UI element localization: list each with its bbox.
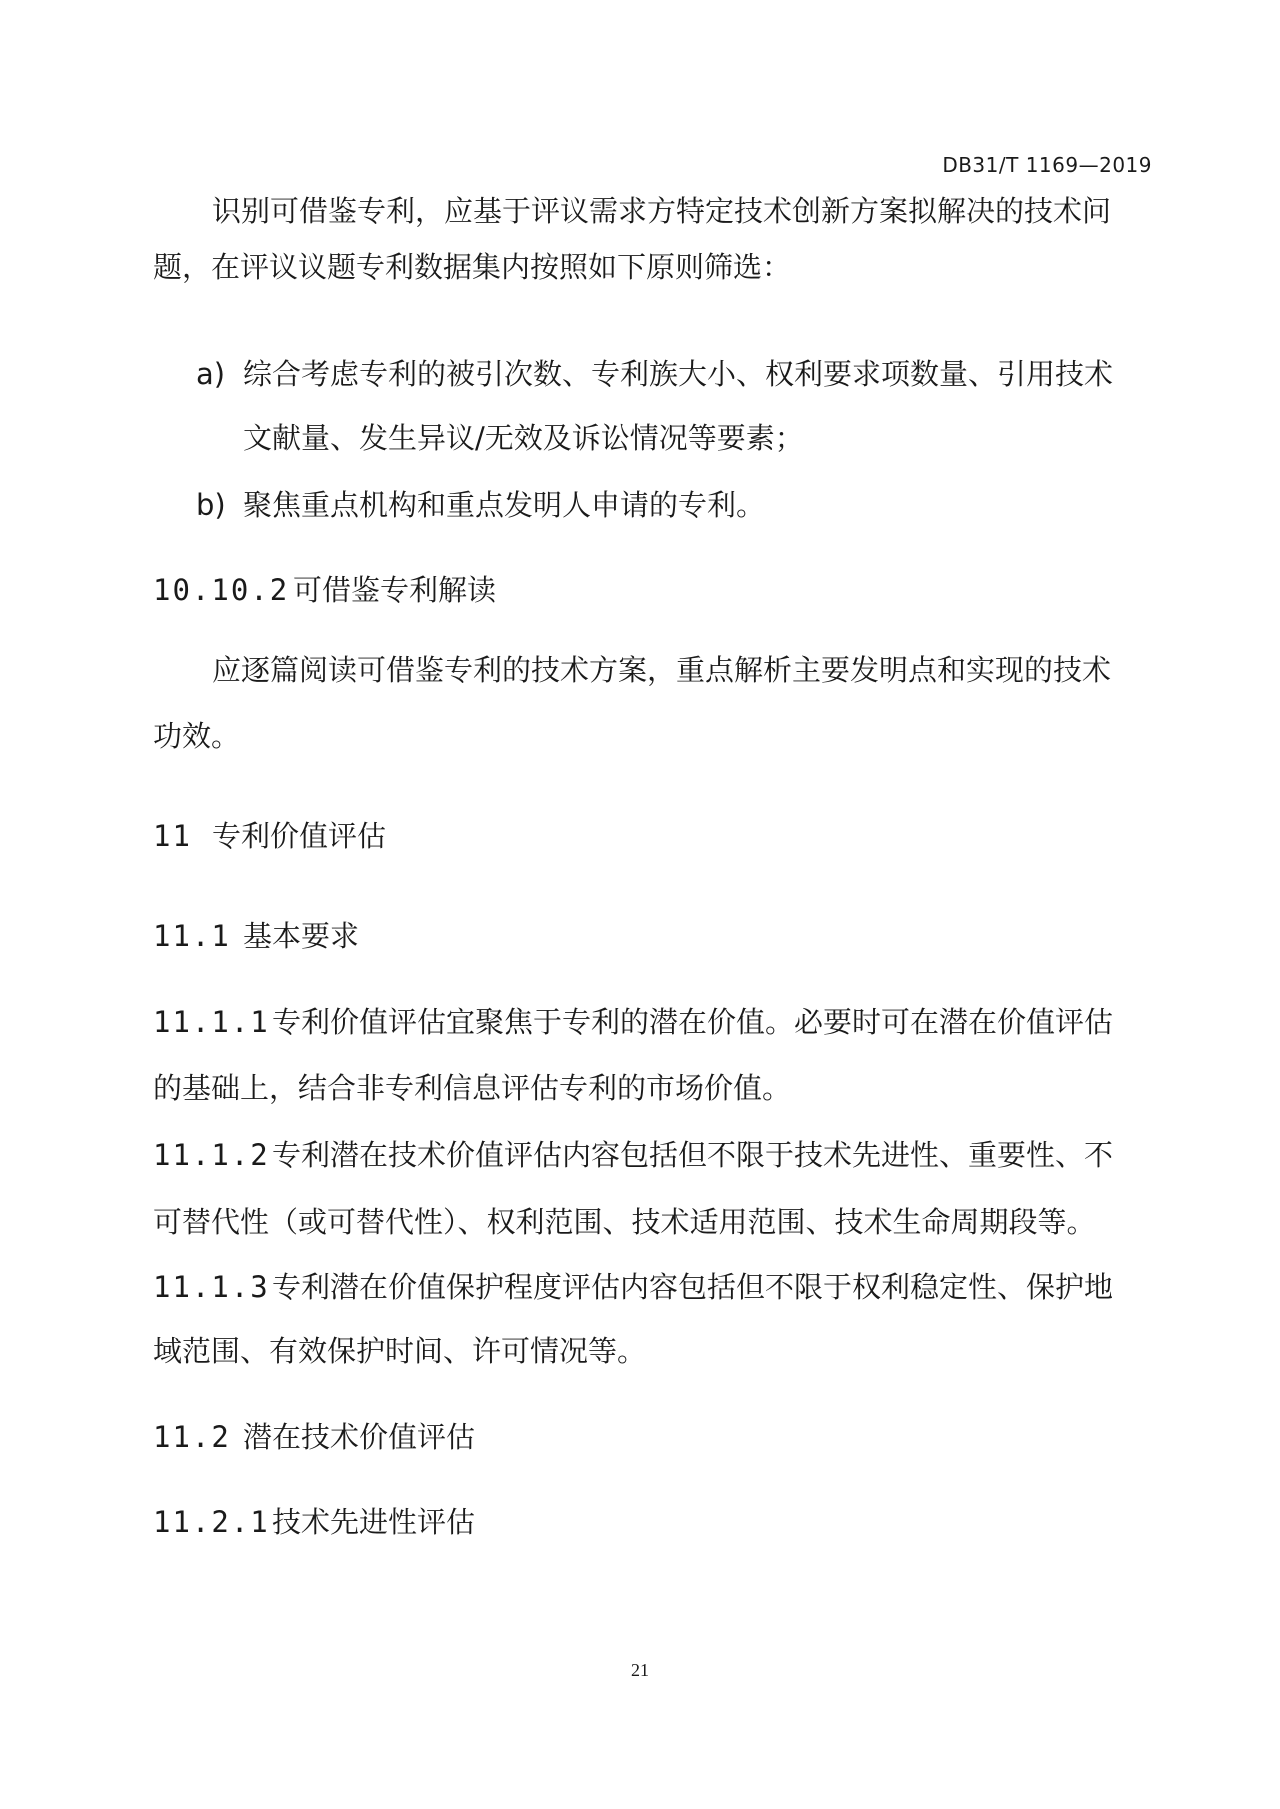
section-number: 11.2.1: [153, 1505, 270, 1539]
list-marker-b: b): [196, 488, 226, 522]
list-item-a-line-1: 综合考虑专利的被引次数、专利族大小、权利要求项数量、引用技术: [243, 357, 1114, 391]
standard-code: DB31/T 1169—2019: [942, 153, 1152, 177]
section-number: 11.1: [153, 919, 231, 953]
section-number: 11.2: [153, 1420, 231, 1454]
clause-number: 11.1.3: [153, 1270, 270, 1304]
section-title: 技术先进性评估: [272, 1505, 476, 1539]
page-number: 21: [631, 1660, 649, 1680]
clause-number: 11.1.2: [153, 1138, 270, 1172]
clause-line: 专利潜在技术价值评估内容包括但不限于技术先进性、重要性、不: [272, 1138, 1114, 1172]
list-item-b-line-1: 聚焦重点机构和重点发明人申请的专利。: [243, 488, 766, 522]
clause-line: 专利价值评估宜聚焦于专利的潜在价值。必要时可在潜在价值评估: [272, 1005, 1114, 1039]
clause-line: 可替代性（或可替代性）、权利范围、技术适用范围、技术生命周期段等。: [153, 1205, 1096, 1239]
chapter-number: 11: [153, 819, 192, 853]
clause-line: 域范围、有效保护时间、许可情况等。: [153, 1334, 647, 1368]
list-marker-a: a): [196, 357, 226, 391]
clause-line: 的基础上，结合非专利信息评估专利的市场价值。: [153, 1071, 792, 1105]
intro-line-1: 识别可借鉴专利，应基于评议需求方特定技术创新方案拟解决的技术问: [212, 194, 1112, 228]
section-title: 可借鉴专利解读: [293, 573, 497, 607]
paragraph-line: 应逐篇阅读可借鉴专利的技术方案，重点解析主要发明点和实现的技术: [212, 653, 1112, 687]
section-title: 潜在技术价值评估: [243, 1420, 476, 1454]
clause-line: 专利潜在价值保护程度评估内容包括但不限于权利稳定性、保护地: [272, 1270, 1114, 1304]
chapter-title: 专利价值评估: [212, 819, 387, 853]
intro-line-2: 题，在评议议题专利数据集内按照如下原则筛选：: [153, 250, 792, 284]
clause-number: 11.1.1: [153, 1005, 270, 1039]
section-title: 基本要求: [243, 919, 360, 953]
list-item-a-line-2: 文献量、发生异议/无效及诉讼情况等要素；: [243, 421, 804, 455]
section-number: 10.10.2: [153, 573, 290, 607]
paragraph-line: 功效。: [153, 719, 241, 753]
